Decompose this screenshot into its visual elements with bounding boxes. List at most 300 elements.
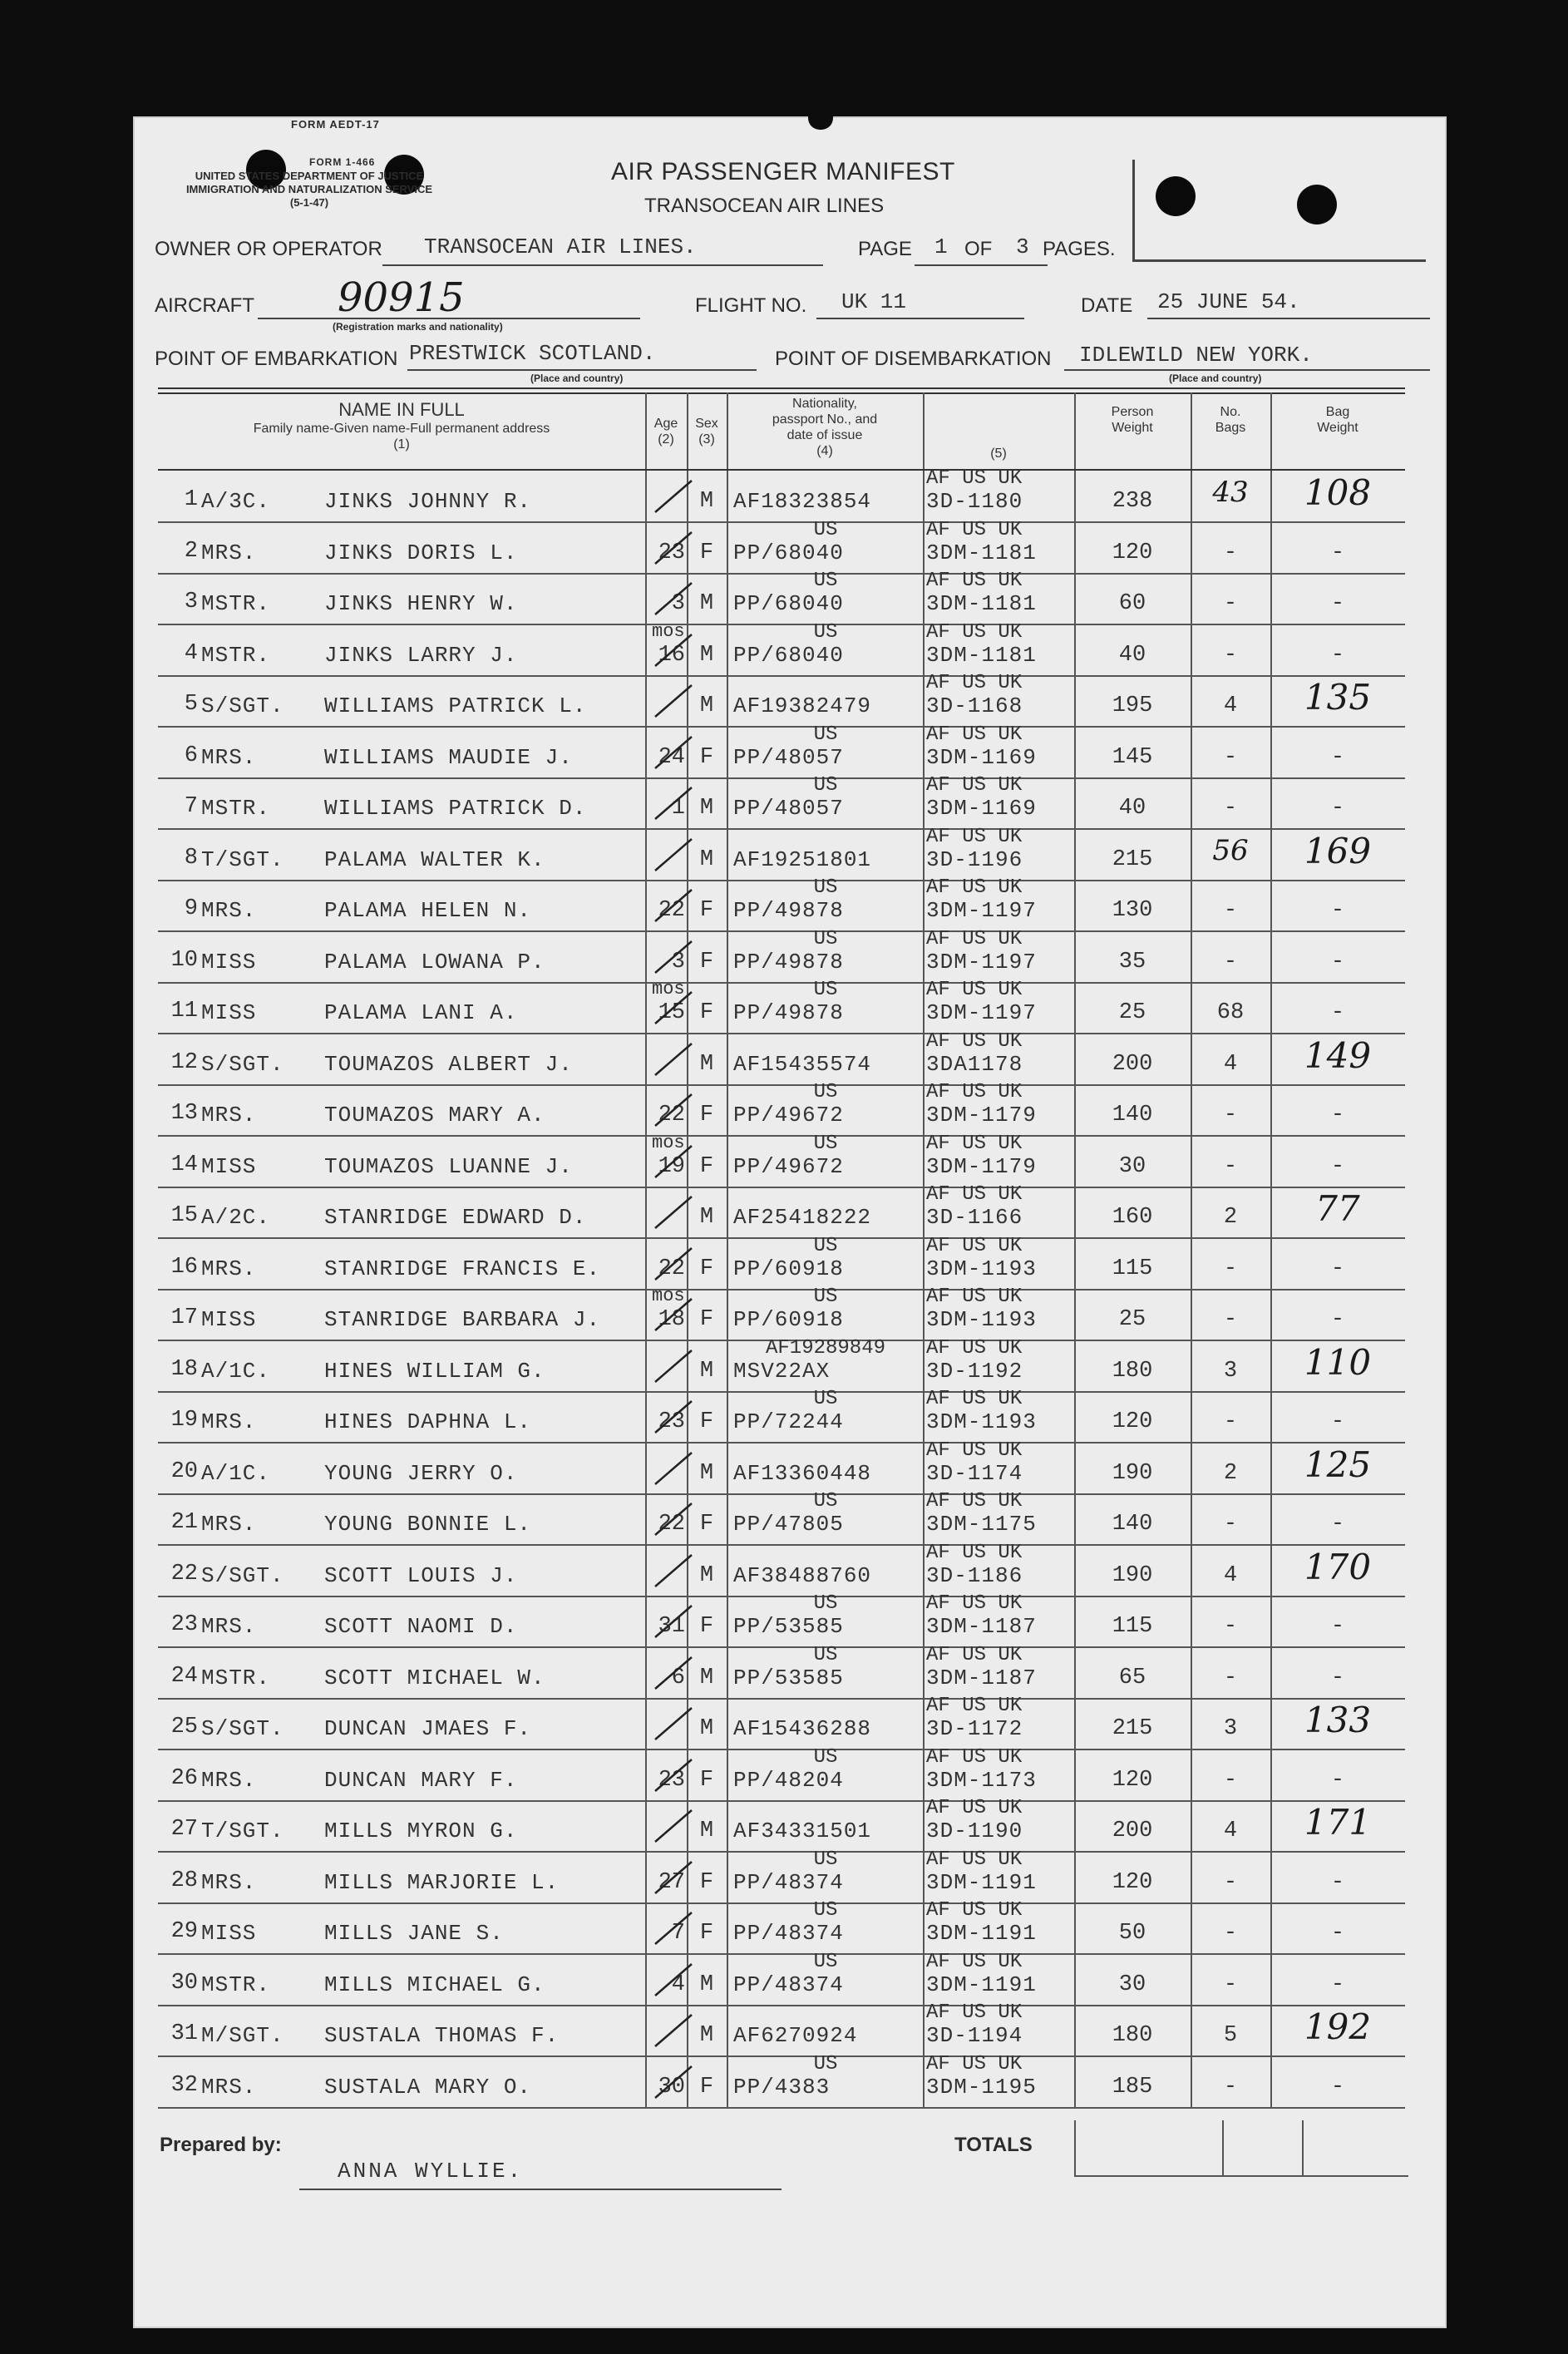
table-row [158, 570, 1405, 625]
pax-col5: 3DM-1197 [926, 949, 1037, 975]
col-header-line: Sex [695, 417, 718, 431]
checkmark-stroke [655, 1094, 692, 1126]
pax-sex: F [699, 1614, 714, 1639]
of-label: OF [964, 238, 993, 260]
pax-passport: PP/48374 [733, 1921, 844, 1946]
aircraft-label: AIRCRAFT [155, 294, 254, 317]
pax-weight: 200 [1112, 1051, 1153, 1077]
pax-col5-top: AF US UK [926, 876, 1023, 899]
page-title: AIR PASSENGER MANIFEST [611, 158, 955, 185]
pax-col5: 3DM-1181 [926, 642, 1037, 668]
pax-col5-top: AF US UK [926, 1286, 1023, 1308]
col-header-line: Weight [1112, 421, 1153, 435]
pax-weight: 120 [1112, 1869, 1153, 1895]
pax-weight: 25 [1118, 1307, 1146, 1332]
pax-sex: M [699, 642, 714, 668]
pax-number: 23 [170, 1612, 198, 1637]
pax-number: 20 [170, 1458, 198, 1484]
checkmark-stroke [655, 481, 692, 512]
pax-sex: M [699, 796, 714, 821]
pax-passport: AF34331501 [733, 1819, 872, 1843]
pax-bag-weight: - [1330, 1921, 1345, 1946]
pax-passport: AF38488760 [733, 1562, 872, 1588]
pax-title: T/SGT. [201, 1819, 284, 1843]
pax-name: STANRIDGE EDWARD D. [324, 1205, 587, 1230]
pax-col5-top: AF US UK [926, 1029, 1023, 1053]
pax-bag-weight: - [1330, 949, 1345, 975]
age-checkmark [653, 1292, 697, 1339]
age-checkmark [653, 1394, 697, 1441]
pax-col5: 3D-1174 [926, 1460, 1023, 1486]
header-rule [158, 387, 1405, 389]
pax-col5: 3D-1168 [926, 693, 1023, 718]
pax-sex: F [699, 949, 714, 975]
pax-number: 31 [170, 2021, 198, 2046]
pax-name: HINES WILLIAM G. [324, 1358, 545, 1384]
pax-sex: M [699, 1665, 714, 1690]
pax-col5-top: AF US UK [926, 2052, 1023, 2075]
pax-sex: M [699, 1460, 714, 1486]
owner-underline [382, 264, 823, 266]
pax-passport: AF15436288 [733, 1716, 872, 1741]
pax-weight: 65 [1118, 1665, 1146, 1690]
pax-col5-top: AF US UK [926, 672, 1023, 694]
pax-nat-top: US [813, 1643, 838, 1666]
embark-label: POINT OF EMBARKATION [155, 348, 398, 370]
pax-col5: 3DM-1191 [926, 1921, 1037, 1946]
pax-bags: 4 [1223, 693, 1238, 718]
embark-underline [407, 369, 757, 371]
pax-passport: PP/68040 [733, 642, 844, 668]
pax-weight: 120 [1112, 540, 1153, 565]
pax-passport: AF6270924 [733, 2023, 858, 2048]
pax-bag-weight: 169 [1304, 830, 1372, 871]
age-checkmark [653, 1906, 697, 1952]
pax-sex: M [699, 591, 714, 616]
col-header-nationality [727, 396, 923, 459]
pax-title: MSTR. [201, 796, 271, 821]
pax-col5-top: AF US UK [926, 927, 1023, 950]
pax-age-note: mos [652, 1132, 685, 1153]
col-header-age [645, 416, 687, 447]
pax-nat-top: US [813, 2052, 838, 2075]
pax-bags: - [1223, 1307, 1238, 1332]
pax-col5-top: AF US UK [926, 1490, 1023, 1513]
col-header-line: passport No., and [772, 412, 878, 427]
pax-col5: 3D-1166 [926, 1205, 1023, 1230]
pax-bag-weight: - [1330, 1614, 1345, 1639]
pax-number: 18 [170, 1356, 198, 1382]
pax-bag-weight: - [1330, 1869, 1345, 1895]
checkmark-stroke [655, 634, 692, 666]
top-notch [808, 110, 833, 130]
pax-weight: 130 [1112, 898, 1153, 923]
pax-col5-top: AF US UK [926, 1388, 1023, 1410]
pax-passport: AF19382479 [733, 693, 872, 718]
pax-bag-weight: - [1330, 1972, 1345, 1997]
pax-bags: - [1223, 949, 1238, 975]
col-header-line: (5) [990, 447, 1007, 461]
pax-title: MSTR. [201, 591, 271, 616]
col-header-no-bags [1191, 404, 1270, 436]
pax-col5-top: AF US UK [926, 825, 1023, 848]
pax-col5: 3D-1196 [926, 846, 1023, 872]
pax-bags: 56 [1212, 833, 1249, 867]
col-header-line: Bags [1215, 421, 1246, 435]
table-row [158, 876, 1405, 932]
pax-bags: - [1223, 1921, 1238, 1946]
pax-sex: M [699, 1819, 714, 1843]
pax-weight: 215 [1112, 846, 1153, 872]
pax-bag-weight: - [1330, 1409, 1345, 1434]
pax-passport: PP/48204 [733, 1767, 844, 1793]
pax-weight: 120 [1112, 1767, 1153, 1793]
pax-col5-top: AF US UK [926, 1336, 1023, 1360]
pax-bags: 4 [1223, 1819, 1238, 1843]
table-row [158, 1695, 1405, 1750]
pax-bags: - [1223, 898, 1238, 923]
pax-col5: 3D-1180 [926, 489, 1023, 514]
pax-passport: PP/68040 [733, 540, 844, 565]
pax-number: 22 [170, 1561, 198, 1587]
pax-col5: 3DM-1175 [926, 1512, 1037, 1537]
pax-nat-top: AF19289849 [765, 1336, 886, 1360]
pax-number: 6 [184, 743, 198, 768]
checkmark-stroke [655, 941, 692, 973]
pax-weight: 185 [1112, 2074, 1153, 2100]
pax-title: MSTR. [201, 1665, 271, 1690]
pax-name: PALAMA HELEN N. [324, 898, 532, 923]
age-checkmark [653, 1753, 697, 1799]
checkmark-stroke [655, 1810, 692, 1842]
pax-title: MRS. [201, 1767, 257, 1793]
pax-weight: 180 [1112, 2023, 1153, 2048]
pax-name: WILLIAMS PATRICK L. [324, 693, 587, 718]
aircraft-caption: (Registration marks and nationality) [333, 321, 503, 333]
pax-col5: 3D-1194 [926, 2023, 1023, 2048]
pax-sex: F [699, 898, 714, 923]
pax-weight: 25 [1118, 1000, 1146, 1025]
pax-sex: F [699, 744, 714, 770]
pax-bags: - [1223, 1972, 1238, 1997]
age-checkmark [653, 1804, 697, 1850]
pax-age: 23 [658, 1767, 685, 1793]
pax-col5-top: AF US UK [926, 979, 1023, 1001]
pax-bags: - [1223, 1409, 1238, 1434]
pax-name: WILLIAMS PATRICK D. [324, 796, 587, 821]
pax-title: MRS. [201, 744, 257, 770]
age-checkmark [653, 781, 697, 827]
pax-name: MILLS JANE S. [324, 1921, 504, 1946]
pax-bags: 43 [1212, 476, 1249, 509]
checkmark-stroke [655, 583, 692, 614]
pax-bag-weight: - [1330, 796, 1345, 821]
pax-nat-top: US [813, 774, 838, 797]
pax-weight: 120 [1112, 1409, 1153, 1434]
pax-weight: 115 [1112, 1256, 1153, 1281]
form-number: FORM AEDT-17 [291, 118, 380, 131]
pax-bag-weight: 125 [1304, 1443, 1372, 1485]
pax-number: 16 [170, 1254, 198, 1280]
pax-weight: 40 [1118, 642, 1146, 668]
pax-col5: 3DM-1173 [926, 1767, 1037, 1793]
pax-col5-top: AF US UK [926, 570, 1023, 592]
checkmark-stroke [655, 1401, 692, 1433]
pax-name: WILLIAMS MAUDIE J. [324, 744, 573, 770]
age-checkmark [653, 1241, 697, 1288]
col-header-line: Nationality, [792, 397, 857, 411]
pax-col5-top: AF US UK [926, 1081, 1023, 1103]
col-header-5 [923, 446, 1074, 461]
pax-age: 22 [658, 1256, 685, 1281]
checkmark-stroke [655, 1044, 692, 1075]
pax-title: A/1C. [201, 1358, 271, 1384]
pax-bag-weight: 133 [1304, 1700, 1372, 1740]
pax-name: PALAMA LANI A. [324, 1000, 518, 1025]
pax-col5-top: AF US UK [926, 518, 1023, 541]
pax-weight: 190 [1112, 1562, 1153, 1588]
agency-line: UNITED STATES DEPARTMENT OF JUSTICE [195, 170, 424, 182]
pax-sex: M [699, 489, 714, 514]
pax-nat-top: US [813, 1490, 838, 1513]
pax-col5: 3DM-1169 [926, 796, 1037, 821]
pax-age: 30 [658, 2074, 685, 2100]
checkmark-stroke [655, 1350, 692, 1382]
prepared-by-value: ANNA WYLLIE. [338, 2159, 524, 2184]
pax-name: STANRIDGE FRANCIS E. [324, 1256, 601, 1281]
pax-col5: 3DM-1197 [926, 898, 1037, 923]
pax-name: DUNCAN MARY F. [324, 1767, 518, 1793]
pax-age: 22 [658, 1103, 685, 1128]
pax-title: A/2C. [201, 1205, 271, 1230]
pax-name: DUNCAN JMAES F. [324, 1716, 532, 1741]
pax-bag-weight: - [1330, 540, 1345, 565]
pax-passport: AF15435574 [733, 1051, 872, 1077]
pax-bags: 4 [1223, 1051, 1238, 1077]
aircraft-value: 90915 [338, 274, 465, 321]
age-checkmark [653, 1599, 697, 1646]
flight-underline [816, 318, 1024, 319]
age-checkmark [653, 576, 697, 623]
pax-bag-weight: - [1330, 2074, 1345, 2100]
pax-bag-weight: - [1330, 1512, 1345, 1537]
checkmark-stroke [655, 1606, 692, 1637]
pax-bags: - [1223, 540, 1238, 565]
pax-passport: PP/60918 [733, 1256, 844, 1281]
pax-title: MISS [201, 949, 257, 975]
pax-nat-top: US [813, 979, 838, 1001]
pax-number: 21 [170, 1510, 198, 1535]
pax-age: 1 [671, 796, 685, 821]
pax-bags: - [1223, 642, 1238, 668]
pax-age: 24 [658, 744, 685, 770]
pax-nat-top: US [813, 1234, 838, 1257]
pax-name: JINKS LARRY J. [324, 642, 518, 668]
col-header-line: Age [653, 417, 678, 431]
pax-age-note: mos [652, 620, 685, 642]
pax-weight: 195 [1112, 693, 1153, 718]
pax-age: 23 [658, 540, 685, 565]
age-checkmark [653, 1855, 697, 1902]
pax-bag-weight: - [1330, 1665, 1345, 1690]
pax-col5: 3DM-1191 [926, 1972, 1037, 1997]
page-value: 1 [934, 234, 948, 259]
pax-name: TOUMAZOS ALBERT J. [324, 1051, 573, 1077]
pax-col5: 3DM-1169 [926, 744, 1037, 770]
checkmark-stroke [655, 787, 692, 819]
pax-number: 13 [170, 1101, 198, 1126]
checkmark-stroke [655, 1555, 692, 1587]
disembark-value: IDLEWILD NEW YORK. [1079, 343, 1313, 368]
form-code: FORM 1-466 [309, 156, 376, 168]
pax-sex: F [699, 1153, 714, 1179]
pax-col5-top: AF US UK [926, 1745, 1023, 1769]
flight-label: FLIGHT NO. [695, 294, 807, 317]
pax-sex: F [699, 1512, 714, 1537]
pax-age: 3 [671, 591, 685, 616]
pax-col5-top: AF US UK [926, 1643, 1023, 1666]
table-row [158, 518, 1405, 575]
checkmark-stroke [655, 2066, 692, 2098]
pax-title: MRS. [201, 1103, 257, 1128]
table-row [158, 1950, 1405, 2006]
pax-title: A/3C. [201, 489, 271, 514]
pax-name: MILLS MICHAEL G. [324, 1972, 545, 1997]
pax-name: JINKS HENRY W. [324, 591, 518, 616]
pax-bags: - [1223, 1256, 1238, 1281]
pax-passport: PP/49878 [733, 1000, 844, 1025]
pax-col5: 3DM-1193 [926, 1409, 1037, 1434]
pax-bag-weight: 192 [1304, 2006, 1372, 2047]
pax-number: 24 [170, 1663, 198, 1689]
pax-col5: 3DM-1193 [926, 1256, 1037, 1281]
pax-bag-weight: - [1330, 898, 1345, 923]
pax-col5: 3DM-1191 [926, 1869, 1037, 1895]
pax-passport: AF25418222 [733, 1205, 872, 1230]
pax-sex: F [699, 1000, 714, 1025]
checkmark-stroke [655, 1708, 692, 1740]
age-checkmark [653, 474, 697, 521]
pax-number: 19 [170, 1408, 198, 1433]
pax-bags: - [1223, 1869, 1238, 1895]
prepared-underline [299, 2189, 782, 2190]
disembark-label: POINT OF DISEMBARKATION [775, 348, 1052, 370]
age-checkmark [653, 985, 697, 1032]
table-row [158, 467, 1405, 523]
pax-bags: - [1223, 1665, 1238, 1690]
col-header-sex [687, 416, 727, 447]
pax-title: MRS. [201, 898, 257, 923]
table-row [158, 979, 1405, 1034]
pax-passport: PP/49672 [733, 1153, 844, 1179]
pax-number: 3 [184, 590, 198, 614]
pax-weight: 115 [1112, 1614, 1153, 1639]
pax-bags: 3 [1223, 1358, 1238, 1384]
col-header-line: Person [1111, 405, 1154, 419]
pax-passport: AF13360448 [733, 1460, 872, 1486]
age-checkmark [653, 1344, 697, 1390]
age-checkmark [653, 1037, 697, 1083]
table-row [158, 1848, 1405, 1904]
table-row [158, 2001, 1405, 2057]
age-checkmark [653, 1497, 697, 1543]
pax-sex: M [699, 1562, 714, 1588]
pax-age: 16 [658, 642, 685, 668]
pax-bag-weight: - [1330, 1153, 1345, 1179]
pax-sex: M [699, 1051, 714, 1077]
age-checkmark [653, 1139, 697, 1186]
col-header-line: (4) [816, 444, 833, 458]
checkmark-stroke [655, 1197, 692, 1228]
age-checkmark [653, 832, 697, 879]
pax-col5: 3DM-1195 [926, 2074, 1037, 2100]
pax-col5: 3DA1178 [926, 1051, 1023, 1077]
pax-age: 27 [658, 1869, 685, 1895]
age-checkmark [653, 935, 697, 981]
pax-sex: M [699, 846, 714, 872]
pax-bag-weight: - [1330, 1307, 1345, 1332]
pax-number: 9 [184, 896, 198, 921]
title-box-bracket [1132, 160, 1426, 262]
pax-col5-top: AF US UK [926, 1592, 1023, 1615]
checkmark-stroke [655, 992, 692, 1024]
pax-passport: PP/48057 [733, 796, 844, 821]
pax-nat-top: US [813, 1950, 838, 1973]
pax-title: MRS. [201, 2074, 257, 2100]
checkmark-stroke [655, 737, 692, 768]
age-checkmark [653, 1446, 697, 1493]
pax-bag-weight: 170 [1304, 1546, 1372, 1587]
pax-name: TOUMAZOS LUANNE J. [324, 1153, 573, 1179]
col-header-bag-weight [1270, 404, 1405, 436]
pax-nat-top: US [813, 1899, 838, 1922]
table-row [158, 1592, 1405, 1648]
col-header-line: Bag [1325, 405, 1350, 419]
pax-number: 29 [170, 1919, 198, 1944]
pax-sex: F [699, 1409, 714, 1434]
pax-weight: 35 [1118, 949, 1146, 975]
pax-name: YOUNG BONNIE L. [324, 1512, 532, 1537]
checkmark-stroke [655, 1503, 692, 1535]
col-header-line: date of issue [786, 428, 863, 442]
pax-number: 4 [184, 640, 198, 666]
pax-weight: 140 [1112, 1512, 1153, 1537]
pax-number: 5 [184, 692, 198, 717]
totals-label: TOTALS [954, 2134, 1033, 2156]
pax-col5: 3D-1186 [926, 1562, 1023, 1588]
pax-weight: 50 [1118, 1921, 1146, 1946]
pax-number: 2 [184, 538, 198, 564]
col-header-line: No. [1220, 405, 1241, 419]
table-row [158, 927, 1405, 984]
pax-passport: PP/48374 [733, 1972, 844, 1997]
pax-title: MRS. [201, 540, 257, 565]
pax-number: 32 [170, 2072, 198, 2098]
age-checkmark [653, 1651, 697, 1697]
pax-title: MISS [201, 1921, 257, 1946]
pax-bags: - [1223, 1767, 1238, 1793]
pax-name: SCOTT NAOMI D. [324, 1614, 518, 1639]
pax-bag-weight: - [1330, 1256, 1345, 1281]
pax-col5-top: AF US UK [926, 1183, 1023, 1206]
pax-age: 22 [658, 1512, 685, 1537]
checkmark-stroke [655, 1759, 692, 1791]
pax-nat-top: US [813, 927, 838, 950]
pax-title: T/SGT. [201, 846, 284, 872]
pax-passport: PP/48374 [733, 1869, 844, 1895]
pax-sex: M [699, 1205, 714, 1230]
pax-name: JINKS JOHNNY R. [324, 489, 532, 514]
